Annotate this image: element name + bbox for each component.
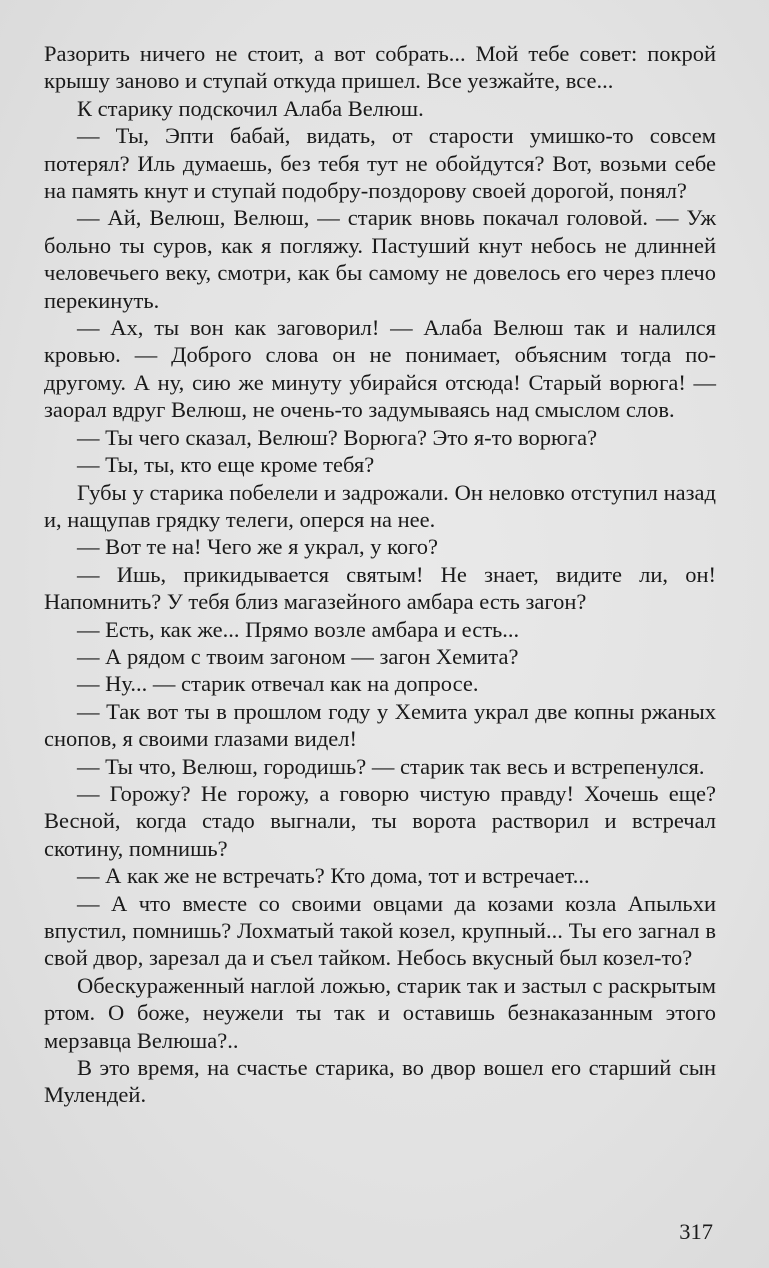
paragraph: — А рядом с твоим загоном — загон Хемита? (77, 643, 519, 669)
paragraph: В это время, на счастье старика, во двор вошел его старший сын Мулендей. (44, 1055, 716, 1108)
page-number: 317 (679, 1219, 713, 1244)
paragraph: — Ты, Эпти бабай, видать, от старости умишко-то совсем потерял? Иль думаешь, без тебя тут не обойдутся? Вот, возьми себе на память кнут и ступай подобру-поздорову своей дорогой, понял? (44, 123, 716, 204)
paragraph: — Так вот ты в прошлом году у Хемита украл две копны ржаных снопов, я своими глазами видел! (44, 698, 716, 752)
paragraph: Обескураженный наглой ложью, старик так и застыл с раскрытым ртом. О боже, неужели ты так и оставишь безнаказанным этого мерзавца Велюша?.. (44, 972, 716, 1053)
paragraph: — А как же не встречать? Кто дома, тот и встречает... (77, 863, 590, 889)
paragraph: — Ну... — старик отвечал как на допросе. (77, 671, 479, 697)
paragraph: Разорить ничего не стоит, а вот собрать... Мой тебе совет: покрой крышу заново и ступай откуда пришел. Все уезжайте, все... (44, 41, 716, 94)
paragraph: — Ты, ты, кто еще кроме тебя? (77, 452, 375, 478)
paragraph: — Ты чего сказал, Велюш? Ворюга? Это я-то ворюга? (77, 424, 598, 450)
paragraph: — Есть, как же... Прямо возле амбара и есть... (77, 616, 520, 642)
paragraph: — Вот те на! Чего же я украл, у кого? (77, 534, 439, 560)
paragraph: — Ах, ты вон как заговорил! — Алаба Велюш так и налился кровью. — Доброго слова он не понимает, объясним тогда по-другому. А ну, сию же минуту убирайся отсюда! Старый ворюга! — заорал вдруг Велюш, не очень-то задумываясь над смыслом слов. (44, 315, 716, 423)
paragraph: Губы у старика побелели и задрожали. Он неловко отступил назад и, нащупав грядку телеги, оперся на нее. (44, 479, 716, 532)
paragraph: — Ты что, Велюш, городишь? — старик так весь и встрепенулся. (77, 753, 705, 779)
paragraph: — Горожу? Не горожу, а говорю чистую правду! Хочешь еще? Весной, когда стадо выгнали, ты ворота растворил и встречал скотину, помнишь? (44, 780, 716, 861)
paragraph: — А что вместе со своими овцами да козами козла Апыльхи впустил, помнишь? Лохматый такой козел, крупный... Ты его загнал в свой двор, зарезал да и съел тайком. Небось вкусный был козел-то? (44, 890, 716, 971)
body-text (44, 40, 716, 1109)
paragraph: К старику подскочил Алаба Велюш. (77, 95, 424, 121)
paragraph: — Ишь, прикидывается святым! Не знает, видите ли, он! Напомнить? У тебя близ магазейного амбара есть загон? (44, 561, 716, 615)
paragraph: — Ай, Велюш, Велюш, — старик вновь покачал головой. — Уж больно ты суров, как я погляжу. Пастуший кнут небось не длинней человечьего веку, смотри, как бы самому не довелось его через плечо перекинуть. (44, 205, 716, 313)
